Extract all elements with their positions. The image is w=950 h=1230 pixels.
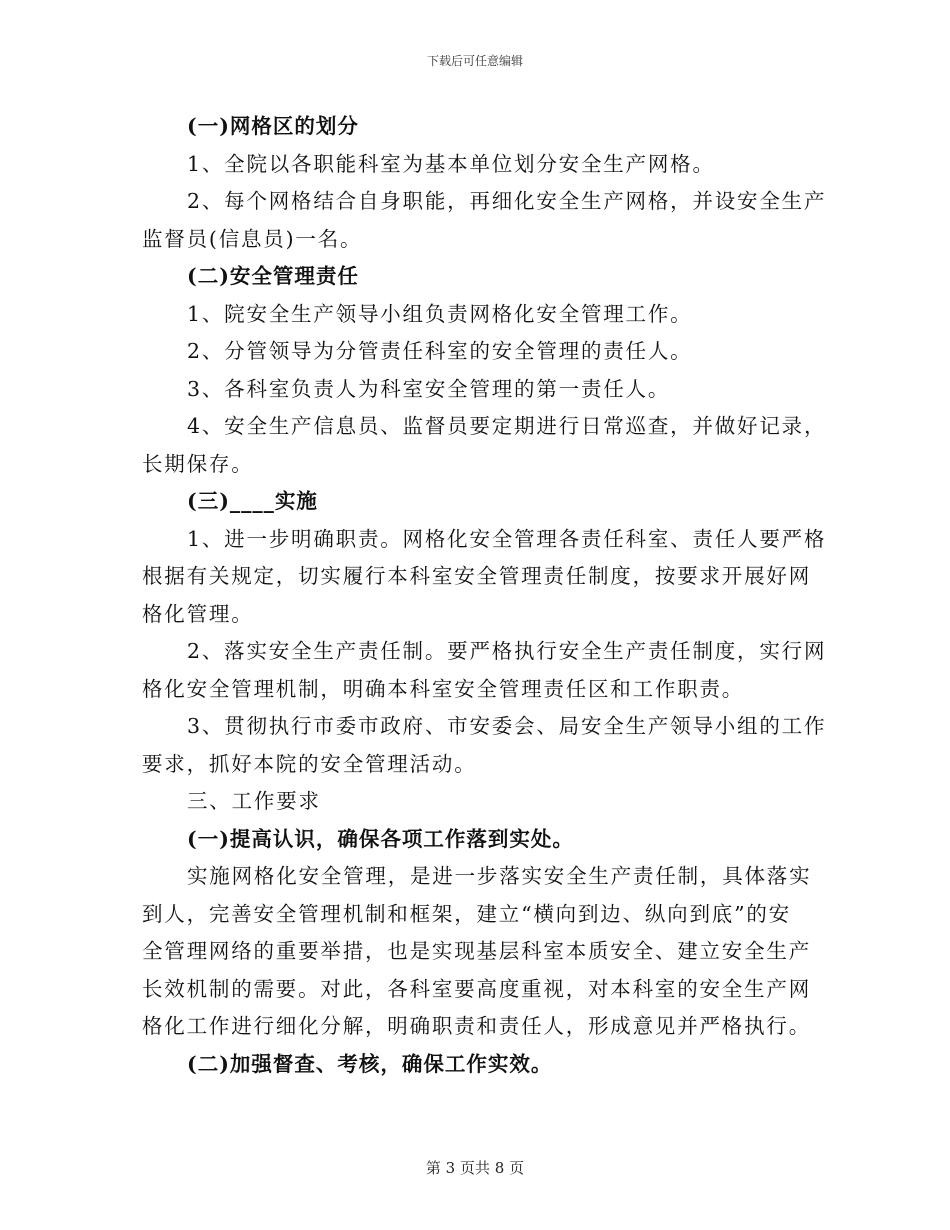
paragraph-line: 1、进一步明确职责。网格化安全管理各责任科室、责任人要严格	[187, 526, 827, 551]
section-heading: (一)提高认识，确保各项工作落到实处。	[187, 826, 574, 851]
section-heading: (一)网格区的划分	[187, 114, 359, 138]
paragraph-line: 1、全院以各职能科室为基本单位划分安全生产网格。	[187, 151, 715, 176]
paragraph-line: 2、每个网格结合自身职能，再细化安全生产网格，并设安全生产	[187, 189, 827, 213]
section-heading: (二)加强督查、考核，确保工作实效。	[187, 1051, 553, 1076]
paragraph-line: 长期保存。	[142, 451, 254, 476]
section-heading: 三、工作要求	[187, 789, 321, 813]
document-body	[142, 108, 827, 1083]
page-footer: 第 3 页共 8 页	[425, 1159, 525, 1177]
paragraph-line: 全管理网络的重要举措，也是实现基层科室本质安全、建立安全生产	[142, 939, 811, 963]
page-header: 下载后可任意编辑	[426, 54, 523, 68]
paragraph-line: 格化安全管理机制，明确本科室安全管理责任区和工作职责。	[142, 676, 745, 701]
paragraph-line: 长效机制的需要。对此，各科室要高度重视，对本科室的安全生产网	[142, 976, 811, 1001]
section-heading: (三)____实施	[187, 489, 318, 513]
paragraph-line: 到人，完善安全管理机制和框架，建立“横向到边、纵向到底”的安	[142, 901, 791, 926]
paragraph-line: 3、各科室负责人为科室安全管理的第一责任人。	[187, 376, 671, 401]
paragraph-line: 2、分管领导为分管责任科室的安全管理的责任人。	[187, 339, 693, 363]
paragraph-line: 3、贯彻执行市委市政府、市安委会、局安全生产领导小组的工作	[187, 714, 827, 738]
paragraph-line: 2、落实安全生产责任制。要严格执行安全生产责任制度，实行网	[187, 639, 827, 663]
paragraph-line: 格化工作进行细化分解，明确职责和责任人，形成意见并严格执行。	[142, 1014, 811, 1038]
paragraph-line: 要求，抓好本院的安全管理活动。	[142, 751, 477, 776]
paragraph-line: 1、院安全生产领导小组负责网格化安全管理工作。	[187, 301, 693, 326]
paragraph-line: 监督员(信息员)一名。	[142, 226, 363, 251]
section-heading: (二)安全管理责任	[187, 264, 359, 288]
paragraph-line: 根据有关规定，切实履行本科室安全管理责任制度，按要求开展好网	[142, 564, 811, 588]
paragraph-line: 4、安全生产信息员、监督员要定期进行日常巡查，并做好记录，	[187, 414, 827, 438]
paragraph-line: 实施网格化安全管理，是进一步落实安全生产责任制，具体落实	[187, 864, 812, 888]
paragraph-line: 格化管理。	[142, 601, 254, 626]
